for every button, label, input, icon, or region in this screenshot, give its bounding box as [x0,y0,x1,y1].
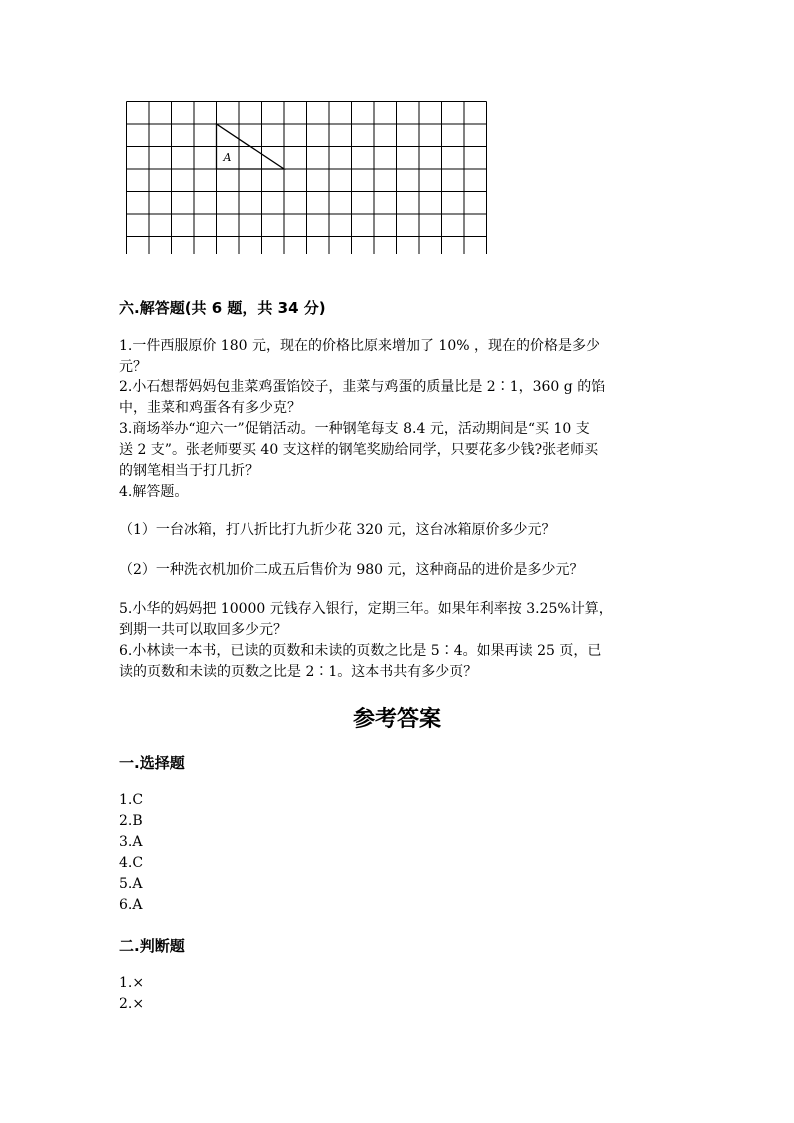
answer-item: 6.A [119,897,143,913]
grid-diagram [126,101,488,254]
question-2-line-2: 中，韭菜和鸡蛋各有多少克？ [119,400,301,416]
question-5-line-1: 5.小华的妈妈把 10000 元钱存入银行，定期三年。如果年利率按 3.25%计算， [119,601,613,617]
question-4-title: 4.解答题。 [119,484,189,500]
answer-key-title: 参考答案 [352,707,441,732]
question-6-line-1: 6.小林读一本书，已读的页数和未读的页数之比是 5∶4。如果再读 25 页，已 [119,643,602,659]
question-4-part-1: （1）一台冰箱，打八折比打九折少花 320 元，这台冰箱原价多少元？ [119,522,556,538]
answer-item: 2.× [119,996,145,1012]
question-5-line-2: 到期一共可以取回多少元？ [119,622,287,638]
section6-title: 六.解答题(共 6 题，共 34 分) [119,299,326,317]
question-3-line-2: 送 2 支”。张老师要买 40 支这样的钢笔奖励给同学，只要花多少钱?张老师买 [119,442,599,458]
question-3-line-3: 的钢笔相当于打几折？ [119,463,259,479]
answer-item: 1.× [119,975,145,991]
grid-figure [126,101,488,254]
answers-section1-title: 一.选择题 [119,754,185,772]
answers-section2-title: 二.判断题 [119,937,185,955]
shape-label: A [223,151,232,164]
answer-item: 2.B [119,813,143,829]
answer-item: 5.A [119,876,143,892]
answer-item: 3.A [119,834,143,850]
answer-item: 4.C [119,855,144,871]
question-4-part-2: （2）一种洗衣机加价二成五后售价为 980 元，这种商品的进价是多少元？ [119,562,584,578]
question-1-line-2: 元？ [119,359,147,375]
question-6-line-2: 读的页数和未读的页数之比是 2∶1。这本书共有多少页？ [119,664,478,680]
question-3-line-1: 3.商场举办“迎六一”促销活动。一种钢笔每支 8.4 元，活动期间是“买 10 支 [119,421,590,437]
question-1-line-1: 1.一件西服原价 180 元，现在的价格比原来增加了 10% ，现在的价格是多少 [119,338,600,354]
answer-item: 1.C [119,792,144,808]
question-2-line-1: 2.小石想帮妈妈包韭菜鸡蛋馅饺子，韭菜与鸡蛋的质量比是 2∶1，360 g 的馅 [119,379,606,395]
